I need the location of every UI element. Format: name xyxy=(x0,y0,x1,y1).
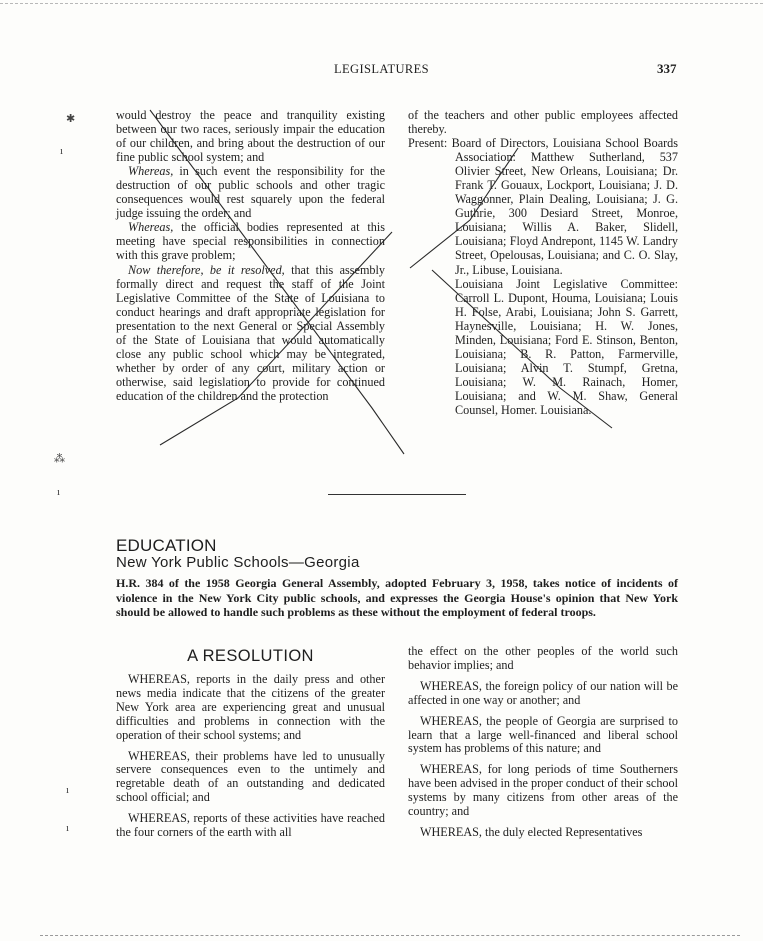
paragraph-text: in such event the responsibility for the destruction of our public schools and other tragic consequences would rest squarely upon the federal judge issuing the order; and xyxy=(116,164,385,221)
paragraph-text: the official bodies represented at this meeting have special responsibilities in connection with this grave problem; xyxy=(116,220,385,263)
paragraph-text: that this assembly formally direct and request the staff of the Joint Legislative Committee of the State of Louisiana to conduct hearings and draft appropriate legislation for presentation to the next General or Special Assembly of the State of Louisiana that would automatically close any public school which may be integrated, whether by order of any court, military action or otherwise, said legislation to provide for continued education of the children and the protection xyxy=(116,262,385,403)
margin-mark: ı xyxy=(60,145,64,157)
strike-line xyxy=(150,110,404,454)
resolution-paragraph: WHEREAS, reports of these activities have reached the four corners of the earth with all xyxy=(116,811,385,840)
resolution-paragraph: WHEREAS, for long periods of time Southerners have been advised in the proper conduct of their school systems by many citizens from other areas of the country; and xyxy=(408,762,678,819)
page-number: 337 xyxy=(657,61,677,76)
whereas-italic: Whereas, xyxy=(128,220,174,235)
margin-mark: ⁂ xyxy=(54,453,65,465)
present-board: Board of Directors, Louisiana School Boards Association: Matthew Sutherland, 537 Olivier Street, New Orleans, Louisiana; Dr. Frank T. Gouaux, Lockport, Louisiana; J. D. Waggonner, Plain Dealing, Louisiana; J. G. Guthrie, 300 Desiard Street, Monroe, Louisiana; Willis A. Baker, Slidell, Louisiana; Floyd Andrepont, 1145 W. Landry Street, Opelousas, Louisiana; and C. O. Slay, Jr., Libuse, Louisiana. xyxy=(451,136,678,277)
margin-mark: ı xyxy=(66,822,70,834)
section-abstract: H.R. 384 of the 1958 Georgia General Assembly, adopted February 3, 1958, takes notice of incidents of violence in the New York City public schools, and expresses the Georgia House's opinion that New York should be allowed to handle such problems as these without the employment of federal troops. xyxy=(116,576,678,620)
strike-line xyxy=(160,232,392,445)
running-head: LEGISLATURES xyxy=(333,62,430,76)
strike-line xyxy=(432,270,612,428)
resolution-paragraph: WHEREAS, reports in the daily press and other news media indicate that the citizens of the greater New York area are experiencing great and unusual difficulties and problems in connection with the operation of their school systems; and xyxy=(116,672,385,742)
resolution-left-column xyxy=(116,673,385,847)
margin-mark: ✱ xyxy=(66,113,76,125)
present-committee: Louisiana Joint Legislative Committee: Carroll L. Dupont, Houma, Louisiana; Louis H. Folse, Arabi, Louisiana; John S. Garrett, Haynesville, Louisiana; H. W. Jones, Minden, Louisiana; Ford E. Stinson, Benton, Louisiana; B. R. Patton, Farmerville, Louisiana; Alvin T. Stumpf, Gretna, Louisiana; W. M. Rainach, Homer, Louisiana; and W. M. Shaw, General Counsel, Homer. Louisiana. xyxy=(455,276,678,417)
resolution-paragraph: WHEREAS, the people of Georgia are surprised to learn that a large well-financed and liberal school system has problems of this nature; and xyxy=(408,713,678,756)
resolution-paragraph: WHEREAS, the foreign policy of our nation will be affected in one way or another; and xyxy=(408,678,678,707)
section-subtitle: New York Public Schools—Georgia xyxy=(116,554,360,571)
section-title: EDUCATION xyxy=(116,536,217,555)
present-label: Present: xyxy=(408,136,448,151)
resolution-paragraph: WHEREAS, their problems have led to unusually servere consequences even to the untimely and regretable death of an outstanding and dedicated school official; and xyxy=(116,748,385,805)
margin-mark: ı xyxy=(66,784,70,796)
bottom-edge-rule xyxy=(40,935,740,936)
section-divider xyxy=(328,494,466,495)
resolution-paragraph: the effect on the other peoples of the world such behavior implies; and xyxy=(408,644,678,672)
margin-mark: ı xyxy=(57,486,61,498)
resolution-right-column xyxy=(408,645,678,847)
resolution-paragraph: WHEREAS, the duly elected Representatives xyxy=(420,824,643,839)
resolved-italic: Now therefore, be it resolved, xyxy=(128,262,285,277)
whereas-italic: Whereas, xyxy=(128,164,174,179)
resolution-heading: A RESOLUTION xyxy=(187,647,314,665)
strike-line xyxy=(410,148,518,268)
paragraph: of the teachers and other public employees affected thereby. xyxy=(408,108,678,137)
paragraph: would destroy the peace and tranquility existing between our two races, seriously impair the education of our children, and bring about the destruction of our fine public school system; and xyxy=(116,108,385,165)
